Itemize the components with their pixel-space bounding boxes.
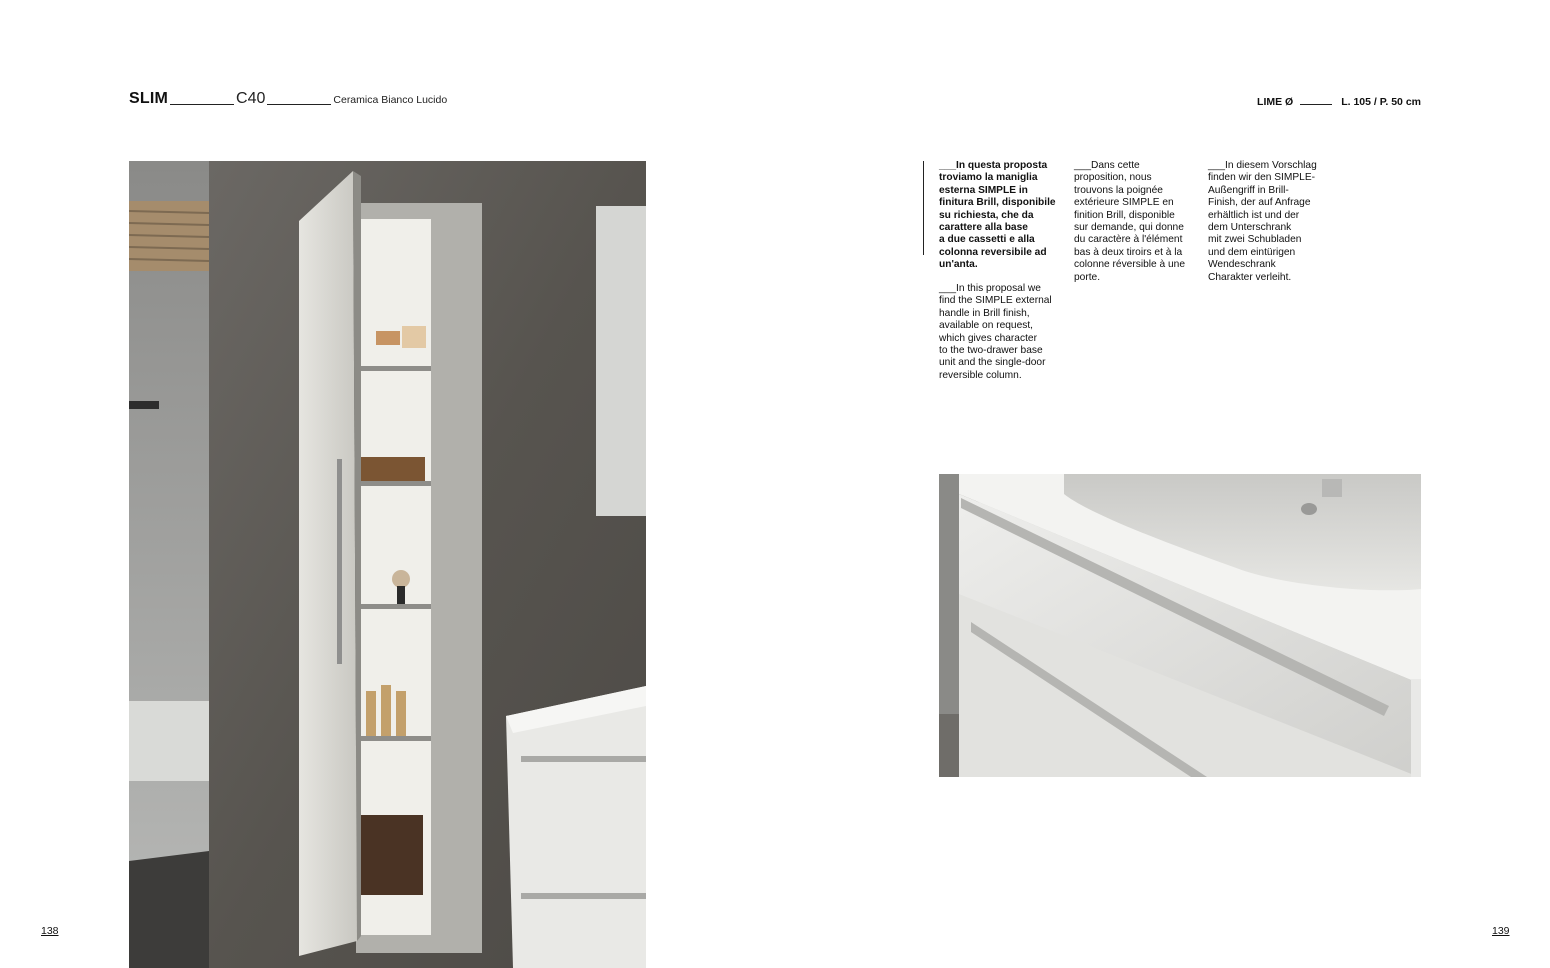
header-rule	[170, 104, 234, 105]
description-italian: ___In questa proposta troviamo la maniglia esterna SIMPLE in finitura Brill, disponibile su richiesta, che da carattere alla base a due cassetti e alla colonna reversibile ad un'anta.	[939, 160, 1056, 271]
description-french: ___Dans cette proposition, nous trouvons la poignée extérieure SIMPLE en finition Brill, disponible sur demande, qui donne du caractère à l'élément bas à deux tiroirs et à la colonne réversible à une porte.	[1074, 160, 1186, 283]
page-number-left: 138	[41, 925, 59, 937]
product-header	[129, 86, 447, 108]
dimensions: L. 105 / P. 50 cm	[1341, 96, 1421, 108]
finish-name: Ceramica Bianco Lucido	[333, 94, 448, 106]
model-name: SLIM	[129, 90, 169, 107]
series-header	[1257, 90, 1421, 108]
page-number-right: 139	[1492, 925, 1510, 937]
bathroom-column-cabinet-photo	[129, 161, 646, 968]
photo-illustration	[129, 161, 646, 968]
text-rule	[923, 161, 924, 255]
series-name: LIME Ø	[1257, 96, 1294, 108]
header-rule	[267, 104, 331, 105]
description-english: ___In this proposal we find the SIMPLE external handle in Brill finish, available on request, which gives character to the two-drawer base unit and the single-door reversible column.	[939, 283, 1052, 381]
vanity-drawers-detail-photo	[939, 474, 1421, 777]
description-german: ___In diesem Vorschlag finden wir den SIMPLE- Außengriff in Brill- Finish, der auf Anfrage erhältlich ist und der dem Unterschrank mit zwei Schubladen und dem eintürigen Wendeschrank Charakter verleiht.	[1208, 160, 1317, 283]
photo-illustration	[939, 474, 1421, 777]
model-code: C40	[236, 90, 266, 107]
header-rule	[1300, 104, 1332, 105]
